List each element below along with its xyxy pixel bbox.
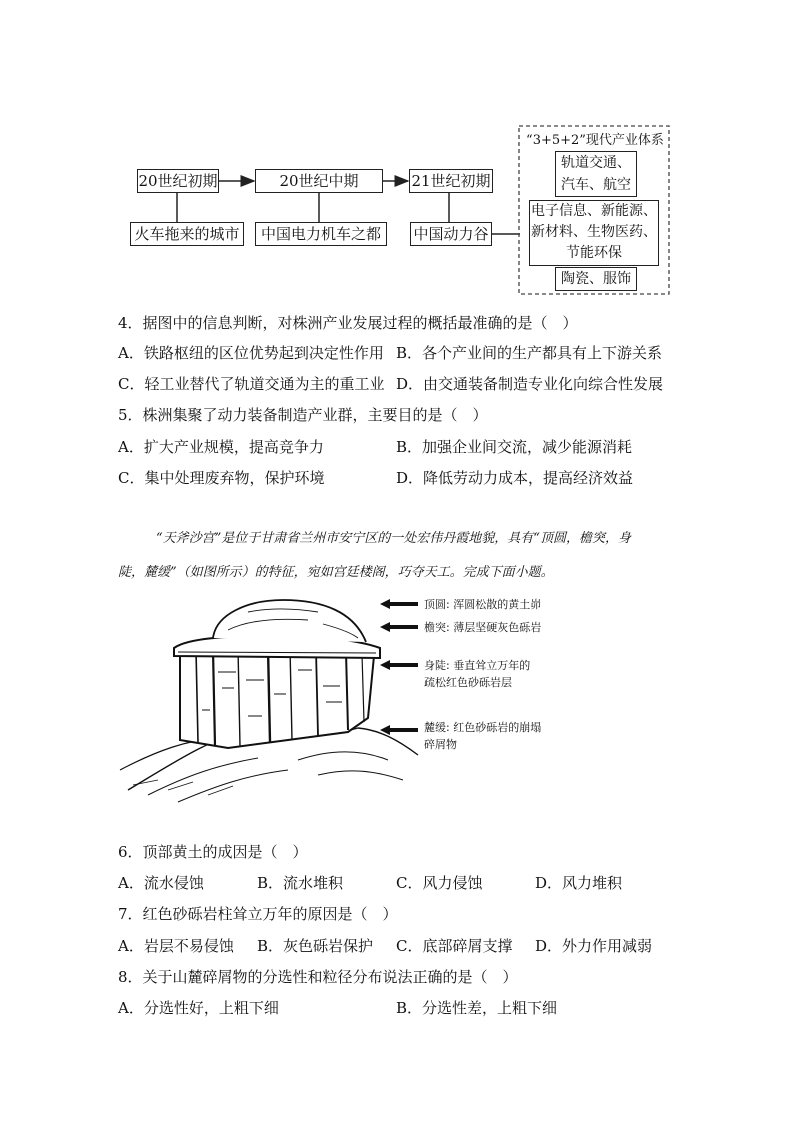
question-7-option-b: B．灰色砾岩保护 bbox=[257, 937, 374, 955]
question-4-option-c: C．轻工业替代了轨道交通为主的重工业 bbox=[118, 375, 385, 393]
question-5-option-a: A．扩大产业规模，提高竞争力 bbox=[118, 438, 324, 456]
question-6-option-a: A．流水侵蚀 bbox=[118, 874, 204, 892]
label-top: 顶圆: 浑圆松散的黄土峁 bbox=[424, 598, 542, 611]
stage3-period-box: 21世纪初期 bbox=[409, 169, 493, 193]
stage2-label-box: 中国电力机车之都 bbox=[255, 222, 387, 246]
label-body-line2: 疏松红色砂砾岩层 bbox=[424, 676, 512, 689]
label-foot-line2: 碎屑物 bbox=[424, 738, 457, 751]
question-6-option-d: D．风力堆积 bbox=[535, 874, 623, 892]
question-4-option-a: A．铁路枢纽的区位优势起到决定性作用 bbox=[118, 344, 384, 362]
question-8-option-b: B．分选性差，上粗下细 bbox=[396, 999, 558, 1017]
passage-line-2: 陡，麓缓”（如图所示）的特征，宛如宫廷楼阁，巧夺天工。完成下面小题。 bbox=[118, 565, 554, 580]
industry-group-3: 陶瓷、服饰 bbox=[555, 267, 637, 291]
question-7-stem: 7．红色砂砾岩柱耸立万年的原因是（ ） bbox=[118, 905, 398, 923]
question-6-stem: 6．顶部黄土的成因是（ ） bbox=[118, 843, 308, 861]
stage1-label-box: 火车拖来的城市 bbox=[130, 222, 244, 246]
stage1-period-box: 20世纪初期 bbox=[137, 169, 219, 193]
industry-system-title: “3+5+2”现代产业体系 bbox=[526, 133, 664, 148]
question-8-option-a: A．分选性好，上粗下细 bbox=[118, 999, 279, 1017]
question-5-option-c: C．集中处理废弃物，保护环境 bbox=[118, 469, 325, 487]
passage-line-1: “天斧沙宫”是位于甘肃省兰州市安宁区的一处宏伟丹霞地貌，具有“顶圆，檐突，身 bbox=[156, 531, 631, 546]
question-5-option-b: B．加强企业间交流，减少能源消耗 bbox=[396, 438, 633, 456]
question-6-option-b: B．流水堆积 bbox=[257, 874, 344, 892]
question-8-stem: 8．关于山麓碎屑物的分选性和粒径分布说法正确的是（ ） bbox=[118, 968, 518, 986]
question-7-option-d: D．外力作用减弱 bbox=[535, 937, 653, 955]
question-4-stem: 4．据图中的信息判断，对株洲产业发展过程的概括最准确的是（ ） bbox=[118, 314, 578, 332]
flow-connectors bbox=[0, 0, 794, 300]
industry-group-2: 电子信息、新能源、新材料、生物医药、节能环保 bbox=[529, 200, 659, 266]
stage3-label-box: 中国动力谷 bbox=[410, 222, 492, 246]
question-7-option-c: C．底部碎屑支撑 bbox=[396, 937, 513, 955]
question-6-option-c: C．风力侵蚀 bbox=[396, 874, 483, 892]
question-5-stem: 5．株洲集聚了动力装备制造产业群，主要目的是（ ） bbox=[118, 406, 488, 424]
label-body-line1: 身陡: 垂直耸立万年的 bbox=[424, 659, 531, 672]
label-eave: 檐突: 薄层坚硬灰色砾岩 bbox=[424, 621, 542, 634]
question-7-option-a: A．岩层不易侵蚀 bbox=[118, 937, 234, 955]
danxia-landform-sketch bbox=[118, 590, 428, 805]
question-4-option-b: B．各个产业间的生产都具有上下游关系 bbox=[396, 344, 663, 362]
stage2-period-box: 20世纪中期 bbox=[255, 169, 383, 193]
label-foot-line1: 麓缓: 红色砂砾岩的崩塌 bbox=[424, 721, 542, 734]
question-4-option-d: D．由交通装备制造专业化向综合性发展 bbox=[396, 375, 664, 393]
industry-group-1: 轨道交通、汽车、航空 bbox=[555, 151, 637, 197]
question-5-option-d: D．降低劳动力成本，提高经济效益 bbox=[396, 469, 634, 487]
